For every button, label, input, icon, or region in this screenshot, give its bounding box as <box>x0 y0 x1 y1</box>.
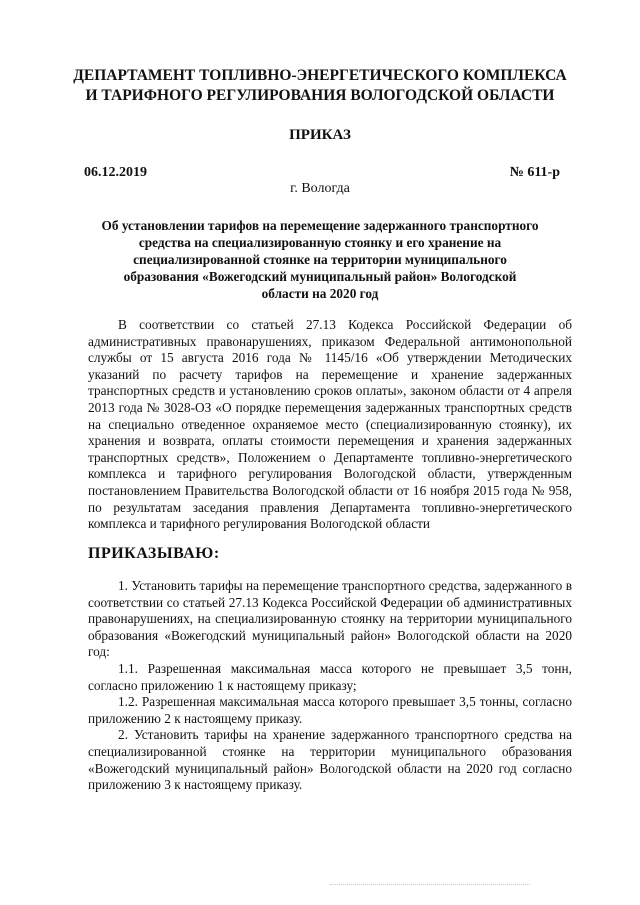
scan-artifact <box>330 884 530 887</box>
item-2: 2. Установить тарифы на хранение задержанного транспортного средства на специализированной стоянке на территории муниципального образования «Вожегодский муниципальный район» Вологодской области на 2020 год согласно приложению 3 к настоящему приказу. <box>88 727 572 793</box>
decree-heading: ПРИКАЗЫВАЮ: <box>88 545 220 562</box>
order-subject: Об установлении тарифов на перемещение задержанного транспортного средства на специализированную стоянку и его хранение на специализированной стоянке на территории муниципального образования «Вожегодский муниципальный район» Вологодской области на 2020 год <box>101 218 539 301</box>
preamble-paragraph: В соответствии со статьей 27.13 Кодекса Российской Федерации об административных правонарушениях, приказом Федеральной антимонопольной службы от 15 августа 2016 года № 1145/16 «Об утверждении Методических указаний по расчету тарифов на перемещение и хранение задержанных транспортных средств и установлению сроков оплаты», законом области от 4 апреля 2013 года № 3028-ОЗ «О порядке перемещения задержанных транспортных средств на специально отведенное охраняемое место (специализированную стоянку), их хранения и возврата, оплаты стоимости перемещения и хранения задержанных транспортных средств», Положением о Департаменте топливно-энергетического комплекса и тарифного регулирования Вологодской области, утвержденным постановлением Правительства Вологодской области от 16 ноября 2015 года № 958, по результатам заседания правления Департамента топливно-энергетического комплекса и тарифного регулирования Вологодской области <box>88 317 572 532</box>
department-line-1: ДЕПАРТАМЕНТ ТОПЛИВНО-ЭНЕРГЕТИЧЕСКОГО КОМПЛЕКСА <box>73 67 567 84</box>
item-1-2: 1.2. Разрешенная максимальная масса которого превышает 3,5 тонны, согласно приложению 2 к настоящему приказу. <box>88 694 572 726</box>
department-line-2: И ТАРИФНОГО РЕГУЛИРОВАНИЯ ВОЛОГОДСКОЙ ОБЛАСТИ <box>85 87 555 104</box>
department-name <box>60 66 580 106</box>
order-items <box>88 578 572 794</box>
item-1: 1. Установить тарифы на перемещение транспортного средства, задержанного в соответствии со статьей 27.13 Кодекса Российской Федерации об административных правонарушениях, на специализированную стоянку на территории муниципального образования «Вожегодский муниципальный район» Вологодской области на 2020 год: <box>88 578 572 660</box>
order-title: ПРИКАЗ <box>289 127 351 143</box>
order-number: № 611-р <box>509 165 560 180</box>
order-city: г. Вологда <box>290 181 350 196</box>
order-date: 06.12.2019 <box>84 165 147 180</box>
item-1-1: 1.1. Разрешенная максимальная масса которого не превышает 3,5 тонн, согласно приложению 1 к настоящему приказу; <box>88 660 572 693</box>
